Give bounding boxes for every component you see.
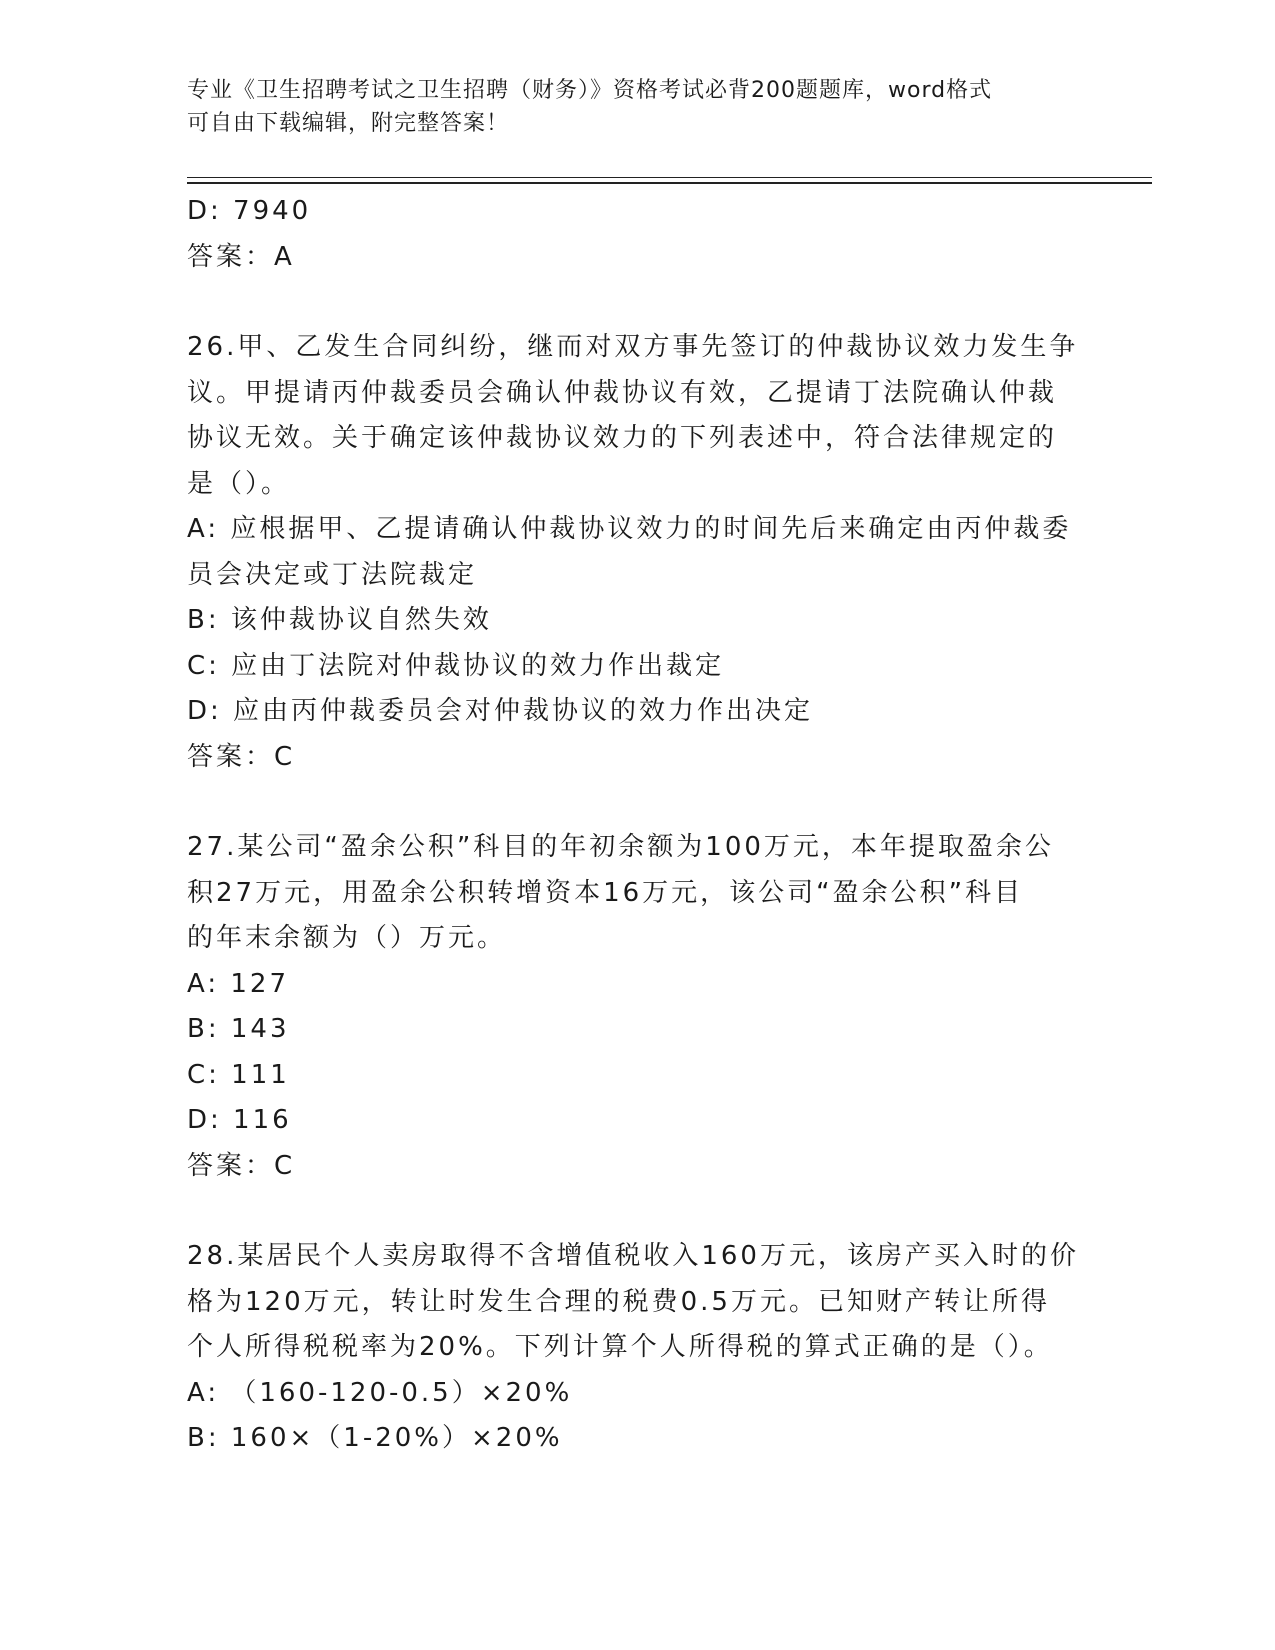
option-d: D: 116 (187, 1105, 292, 1135)
option-a: A: （160-120-0.5）×20% (187, 1377, 573, 1408)
answer: 答案：C (187, 741, 296, 772)
spacer (187, 1189, 1087, 1234)
option-a: A: 127 (187, 968, 289, 999)
question-stem-line: 27.某公司“盈余公积”科目的年初余额为100万元，本年提取盈余公 (187, 832, 1054, 862)
header-divider-thick (187, 182, 1152, 184)
spacer (187, 280, 1087, 325)
option-c: C: 111 (187, 1059, 290, 1090)
question-stem-line: 积27万元，用盈余公积转增资本16万元，该公司“盈余公积”科目 (187, 877, 1024, 908)
option-b: B: 160×（1-20%）×20% (187, 1423, 563, 1453)
question-27 (187, 825, 1087, 1189)
question-stem-line: 个人所得税税率为20%。下列计算个人所得税的算式正确的是（）。 (187, 1332, 1053, 1362)
option-a-line: 员会决定或丁法院裁定 (187, 559, 478, 590)
option-b: B: 143 (187, 1014, 290, 1044)
option-d: D: 应由丙仲裁委员会对仲裁协议的效力作出决定 (187, 696, 814, 726)
option-d: D: 7940 (187, 196, 312, 226)
question-28 (187, 1234, 1087, 1462)
option-c: C: 应由丁法院对仲裁协议的效力作出裁定 (187, 650, 725, 681)
question-stem-line: 议。甲提请丙仲裁委员会确认仲裁协议有效，乙提请丁法院确认仲裁 (187, 377, 1058, 408)
header-line-2: 可自由下载编辑，附完整答案！ (187, 111, 510, 136)
question-25-tail (187, 189, 1087, 280)
option-b: B: 该仲裁协议自然失效 (187, 605, 492, 635)
header-divider-thin (187, 177, 1152, 178)
document-header (187, 74, 1067, 140)
question-stem-line: 28.某居民个人卖房取得不含增值税收入160万元，该房产买入时的价 (187, 1241, 1079, 1271)
question-stem-line: 协议无效。关于确定该仲裁协议效力的下列表述中，符合法律规定的 (187, 423, 1058, 453)
question-stem-line: 26.甲、乙发生合同纠纷，继而对双方事先签订的仲裁协议效力发生争 (187, 332, 1079, 362)
question-stem-line: 的年末余额为（）万元。 (187, 923, 507, 953)
question-stem-line: 是（）。 (187, 468, 291, 499)
answer: 答案：C (187, 1150, 296, 1181)
answer: 答案：A (187, 241, 295, 272)
option-a-line: A: 应根据甲、乙提请确认仲裁协议效力的时间先后来确定由丙仲裁委 (187, 514, 1072, 544)
question-stem-line: 格为120万元，转让时发生合理的税费0.5万元。已知财产转让所得 (187, 1286, 1050, 1317)
question-26 (187, 325, 1087, 780)
spacer (187, 780, 1087, 825)
document-body (187, 189, 1087, 1462)
header-line-1: 专业《卫生招聘考试之卫生招聘（财务）》资格考试必背200题题库，word格式 (187, 78, 993, 103)
